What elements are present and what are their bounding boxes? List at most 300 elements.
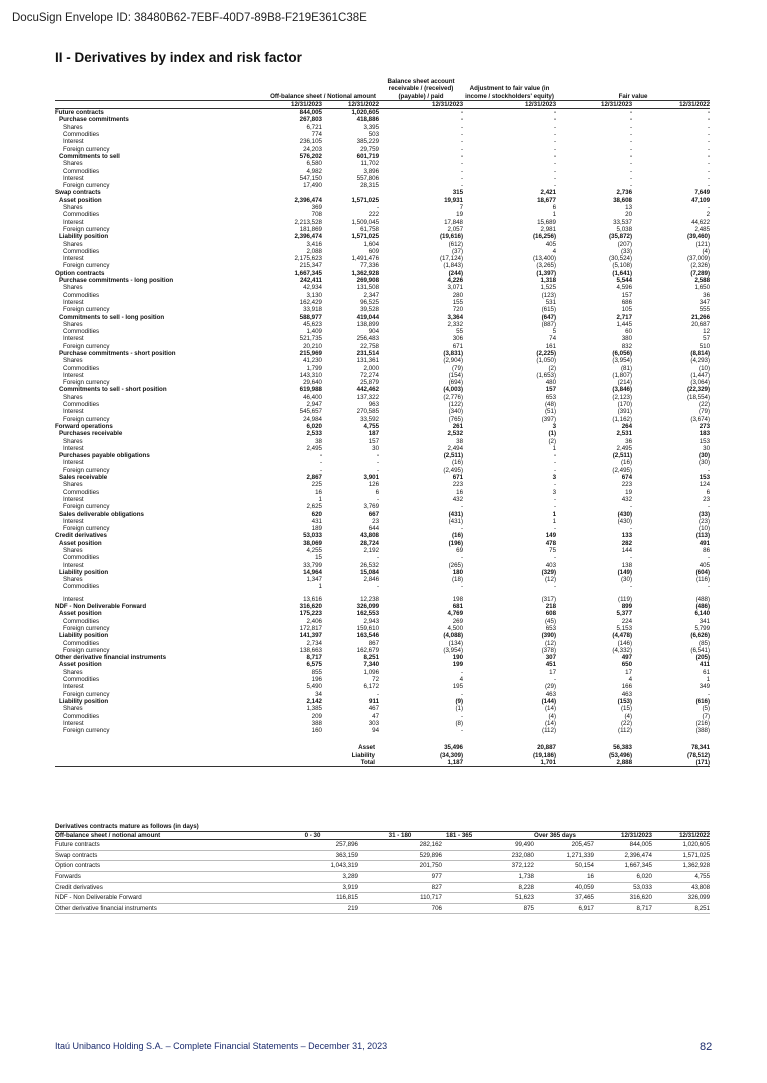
row-value: - [629, 174, 633, 182]
row-value: 161 [545, 342, 557, 350]
row-value: - [553, 109, 557, 117]
row-value: - [376, 690, 380, 698]
row-value: 14,964 [303, 568, 322, 576]
maturity-row-value: 706 [358, 903, 442, 914]
row-value: (3,954) [443, 646, 464, 654]
row-value: 2,057 [447, 225, 464, 233]
row-value: - [629, 167, 633, 175]
row-value: 15,689 [537, 218, 557, 226]
table-row [55, 540, 710, 547]
maturity-row-value: 875 [442, 903, 534, 914]
maturity-row [55, 882, 710, 893]
row-value: 282 [621, 539, 633, 547]
row-value: (16) [452, 532, 464, 540]
row-value: 432 [452, 495, 464, 503]
maturity-row-value: 257,896 [267, 840, 358, 851]
row-value: 33,592 [360, 415, 380, 423]
row-value: 609 [368, 247, 380, 255]
row-value: 8,717 [306, 654, 322, 662]
row-value: 138 [621, 561, 633, 569]
row-value: 29,759 [360, 145, 380, 153]
row-value: 149 [545, 532, 557, 540]
row-value: (12) [545, 639, 557, 647]
row-value: 4,255 [306, 547, 322, 554]
row-value: 13,616 [303, 595, 322, 603]
row-value: 442,462 [356, 386, 380, 394]
row-value: - [553, 116, 557, 124]
row-value: 222 [368, 211, 380, 219]
row-value: (149) [617, 568, 633, 576]
maturity-row-value: 8,228 [442, 882, 534, 893]
row-value: (4,478) [612, 632, 633, 640]
maturity-row-value: 3,289 [267, 871, 358, 882]
table-row [55, 153, 710, 160]
row-value: 199 [452, 661, 464, 669]
row-value: 17,848 [444, 218, 464, 226]
row-value: - [376, 452, 380, 460]
row-value: 38,069 [303, 539, 322, 547]
header-adjustment: Adjustment to fair value (in income / stockholders' equity) [465, 85, 554, 100]
row-value: (378) [541, 646, 557, 654]
row-value: - [553, 152, 557, 160]
row-value: 2,347 [363, 291, 380, 299]
row-value: 418,886 [356, 116, 380, 124]
row-value: (30,524) [608, 255, 633, 263]
row-value: 431 [311, 517, 322, 525]
row-label: Shares [63, 160, 83, 168]
row-value: 24,984 [303, 415, 322, 423]
row-value: 1 [706, 676, 711, 684]
row-label: Interest [63, 255, 84, 263]
row-label: Swap contracts [55, 189, 101, 197]
row-value: 3,071 [447, 284, 464, 292]
row-value: (7) [702, 712, 711, 720]
row-value: 2,846 [363, 576, 380, 584]
table-row [55, 647, 710, 654]
row-value: 162,679 [356, 646, 380, 654]
table-row [55, 138, 710, 145]
row-value: 2,494 [447, 444, 464, 452]
row-value: 899 [621, 603, 633, 611]
row-value: (16) [452, 459, 464, 467]
row-value: (16,256) [532, 233, 557, 241]
date-header: 12/31/2023 [267, 100, 322, 108]
row-value: (146) [617, 639, 633, 647]
table-row [55, 525, 710, 532]
row-value: (2,776) [443, 393, 464, 401]
maturity-row-value: 372,122 [442, 861, 534, 872]
maturity-row-value: 232,080 [442, 850, 534, 861]
row-value: - [553, 182, 557, 190]
row-value: 1,409 [306, 328, 322, 336]
row-value: 4 [459, 676, 464, 684]
date-header: 12/31/2023 [379, 100, 463, 108]
maturity-row-value: 50,154 [534, 861, 594, 872]
row-value: - [629, 503, 633, 511]
row-value: - [460, 182, 464, 190]
row-value: 21,266 [691, 313, 711, 321]
row-value: - [460, 160, 464, 168]
row-value: (119) [618, 595, 633, 603]
row-label: Interest [63, 595, 84, 603]
total-value: 56,383 [613, 744, 633, 752]
row-value: (18,554) [686, 393, 711, 401]
row-value: 588,977 [299, 313, 322, 321]
row-value: 44,622 [691, 218, 711, 226]
row-label: Interest [63, 517, 84, 525]
row-value: - [553, 495, 557, 503]
date-spacer [55, 100, 267, 108]
row-value: (112) [542, 727, 557, 735]
row-value: 61 [703, 668, 711, 676]
row-value: (17,124) [439, 255, 464, 263]
row-value: 105 [621, 306, 633, 314]
row-value: 231,514 [356, 349, 380, 357]
total-value: (53,496) [608, 751, 633, 759]
table-row [55, 233, 710, 240]
row-value: 911 [369, 697, 380, 705]
row-value: 547,150 [299, 174, 322, 182]
table-row [55, 698, 710, 705]
row-value: 3 [552, 488, 557, 496]
table-row [55, 343, 710, 350]
table-row [55, 204, 710, 211]
row-value: (391) [617, 408, 633, 416]
row-value: (216) [695, 719, 711, 727]
row-value: (6,626) [690, 632, 711, 640]
row-label: Commodities [63, 617, 100, 625]
row-value: 3,416 [306, 240, 322, 248]
row-value: - [553, 160, 557, 168]
row-value: 43,808 [360, 532, 380, 540]
row-label: Foreign currency [63, 225, 110, 233]
row-value: 131,508 [356, 284, 380, 292]
row-value: 2,213,528 [294, 218, 322, 226]
maturity-header: 31 - 180 [358, 831, 442, 840]
table-row [55, 314, 710, 321]
row-value: - [629, 152, 633, 160]
row-value: (81) [621, 364, 633, 372]
total-value: 1,187 [379, 759, 463, 767]
row-value: (19,616) [439, 233, 464, 241]
row-value: 18,677 [537, 196, 557, 204]
table-row [55, 379, 710, 386]
total-value: 20,887 [537, 744, 557, 752]
row-value: 5,490 [306, 683, 322, 691]
table-row [55, 168, 710, 175]
row-value: - [707, 167, 711, 175]
row-value: 510 [699, 342, 711, 350]
row-value: 671 [452, 342, 464, 350]
row-value: 189 [311, 525, 322, 533]
row-value: 133 [621, 532, 633, 540]
row-value: - [553, 123, 557, 131]
row-value: 267,803 [299, 116, 322, 124]
row-value: (2) [548, 364, 557, 372]
row-value: 686 [621, 298, 633, 306]
row-value: 315 [452, 189, 464, 197]
row-value: 855 [311, 668, 322, 676]
row-value: - [553, 503, 557, 511]
row-label: Future contracts [55, 109, 104, 117]
row-value: 2,192 [363, 547, 380, 554]
row-value: (39,460) [686, 233, 711, 241]
row-value: 2,175,623 [294, 255, 322, 263]
row-value: (7,289) [690, 269, 711, 277]
row-value: 77,336 [360, 262, 380, 270]
row-value: (431) [448, 510, 464, 518]
row-value: 38 [456, 437, 464, 445]
table-row [55, 365, 710, 372]
row-label: Interest [63, 719, 84, 727]
row-value: 2,088 [306, 247, 322, 255]
row-value: 11,702 [360, 160, 380, 168]
row-value: - [460, 152, 464, 160]
maturity-row-value: 99,490 [442, 840, 534, 851]
table-row [55, 445, 710, 452]
row-value: (2,123) [612, 393, 633, 401]
table-row [55, 292, 710, 299]
table-row [55, 416, 710, 423]
row-label: Shares [63, 357, 83, 365]
maturity-row-value: 205,457 [534, 840, 594, 851]
row-value: (144) [541, 697, 557, 705]
row-value: - [553, 466, 557, 474]
totals-spacer [55, 734, 710, 744]
row-value: 4 [552, 247, 557, 255]
table-row [55, 306, 710, 313]
maturity-header: 12/31/2023 [594, 831, 652, 840]
table-row [55, 124, 710, 131]
table-row [55, 131, 710, 138]
row-label: Forward operations [55, 422, 113, 430]
row-value: - [460, 116, 464, 124]
row-value: - [707, 123, 711, 131]
table-row [55, 438, 710, 445]
maturity-row-label: Option contracts [55, 861, 267, 872]
maturity-row-value: 529,896 [358, 850, 442, 861]
table-row [55, 160, 710, 167]
table-row [55, 262, 710, 269]
row-value: 5,799 [694, 624, 711, 632]
row-value: 162,553 [356, 610, 380, 618]
row-label: Interest [63, 495, 84, 503]
row-value: 33,537 [613, 218, 633, 226]
row-value: 159,610 [356, 624, 380, 632]
table-row [55, 219, 710, 226]
row-value: (340) [448, 408, 464, 416]
row-value: (8,814) [690, 349, 711, 357]
row-value: 138,663 [299, 646, 322, 654]
row-value: - [707, 116, 711, 124]
row-value: - [629, 160, 633, 168]
table-row [55, 401, 710, 408]
row-value: 183 [699, 430, 711, 438]
row-value: (170) [617, 401, 633, 409]
row-value: 256,483 [356, 335, 380, 343]
row-value: 26,532 [360, 561, 380, 569]
total-spacer [55, 752, 322, 759]
maturity-row-label: Credit derivatives [55, 882, 267, 893]
maturity-row-value: 116,815 [267, 893, 358, 904]
row-value: (694) [448, 379, 464, 387]
row-value: - [460, 109, 464, 117]
row-value: - [629, 554, 633, 562]
row-value: 6,575 [306, 661, 322, 669]
derivatives-body [55, 109, 710, 767]
row-label: Foreign currency [63, 525, 110, 533]
row-value: 3,896 [363, 167, 380, 175]
row-value: (329) [541, 568, 557, 576]
table-row [55, 720, 710, 727]
row-value: 22,758 [360, 342, 380, 350]
row-label: Purchase commitments [59, 116, 129, 124]
row-value: - [553, 167, 557, 175]
table-row [55, 350, 710, 357]
row-label: Foreign currency [63, 379, 110, 387]
table-row [55, 583, 710, 590]
row-value: 419,044 [356, 313, 380, 321]
row-value: (79) [699, 408, 711, 416]
row-value: (33) [699, 510, 711, 518]
maturity-row-value: 43,808 [652, 882, 710, 893]
table-row [55, 452, 710, 459]
table-row [55, 511, 710, 518]
row-value: 3 [552, 474, 557, 482]
row-value: 2,495 [616, 444, 633, 452]
table-row [55, 489, 710, 496]
total-label: Total [322, 759, 379, 767]
row-value: 576,202 [299, 152, 322, 160]
row-value: 15 [315, 554, 322, 562]
row-value: 1 [318, 495, 322, 503]
table-row [55, 467, 710, 474]
row-value: 1,799 [306, 364, 322, 372]
row-label: Sales receivable [59, 474, 108, 482]
row-label: Shares [63, 204, 83, 212]
row-value: 2,485 [694, 225, 711, 233]
row-value: (1,162) [612, 415, 633, 423]
row-value: (887) [541, 320, 557, 328]
row-value: 555 [699, 306, 711, 314]
row-value: 46,400 [303, 393, 322, 401]
row-value: 867 [368, 639, 380, 647]
row-label: Interest [63, 335, 84, 343]
maturity-row-value: 1,271,339 [534, 850, 594, 861]
row-value: 38 [315, 437, 322, 445]
maturity-row-value: 1,738 [442, 871, 534, 882]
row-value: (397) [541, 415, 557, 423]
row-value: 223 [452, 481, 464, 489]
row-label: Foreign currency [63, 415, 110, 423]
row-value: 28,315 [360, 182, 380, 190]
row-value: (13,400) [532, 255, 557, 263]
row-value: 904 [368, 328, 380, 336]
row-value: - [460, 138, 464, 146]
row-value: (2,511) [612, 452, 633, 460]
row-value: 196 [311, 676, 322, 684]
row-value: 225 [311, 481, 322, 489]
total-value: (19,186) [532, 751, 557, 759]
row-value: 608 [545, 610, 557, 618]
row-value: 491 [699, 539, 711, 547]
row-value: 557,806 [356, 174, 380, 182]
page-footer: Itaú Unibanco Holding S.A. – Complete Financial Statements – December 31, 2023 [55, 1041, 388, 1051]
row-label: Shares [63, 547, 83, 554]
row-label: Credit derivatives [55, 532, 107, 540]
row-value: 163,546 [356, 632, 380, 640]
row-value: 2,736 [616, 189, 633, 197]
row-value: (4,088) [443, 632, 464, 640]
row-value: - [319, 459, 322, 467]
row-value: 2,717 [616, 313, 633, 321]
row-label: Liability position [59, 568, 109, 576]
row-value: 1,650 [694, 284, 711, 292]
row-value: (16) [621, 459, 633, 467]
row-value: (12) [545, 576, 557, 584]
maturity-row-value: 201,750 [358, 861, 442, 872]
row-value: (121) [695, 240, 711, 248]
row-value: 25,879 [360, 379, 380, 387]
row-value: 5,377 [616, 610, 633, 618]
row-value: 6 [552, 204, 557, 212]
row-value: 326,099 [356, 603, 380, 611]
row-value: 2,532 [447, 430, 464, 438]
row-value: - [460, 525, 464, 533]
row-value: 5,038 [616, 225, 633, 233]
row-value: (45) [545, 617, 557, 625]
total-spacer [55, 744, 322, 751]
row-value: - [553, 452, 557, 460]
row-value: - [460, 167, 464, 175]
row-value: 270,585 [356, 408, 380, 416]
row-value: - [553, 459, 557, 467]
total-label: Asset [358, 744, 376, 752]
row-value: 153 [699, 474, 711, 482]
table-row [55, 713, 710, 720]
table-row [55, 676, 710, 683]
row-label: Foreign currency [63, 145, 110, 153]
table-row [55, 357, 710, 364]
row-value: 2,867 [306, 474, 322, 482]
row-label: Foreign currency [63, 306, 110, 314]
row-value: 2,495 [306, 444, 322, 452]
row-value: 411 [700, 661, 711, 669]
row-value: (79) [452, 364, 464, 372]
row-value: (134) [448, 639, 464, 647]
row-value: 463 [545, 690, 557, 698]
table-row [55, 632, 710, 639]
row-value: - [376, 554, 380, 562]
row-label: Option contracts [55, 269, 105, 277]
row-value: 1,362,928 [351, 269, 380, 277]
row-value: - [376, 495, 380, 503]
row-label: Liability position [59, 697, 109, 705]
row-label: Interest [63, 444, 84, 452]
row-value: 3,364 [447, 313, 464, 321]
table-row [55, 116, 710, 123]
table-row [55, 503, 710, 510]
table-row [55, 255, 710, 262]
maturity-row-value: 316,620 [594, 893, 652, 904]
row-value: 403 [545, 561, 557, 569]
row-value: 4,769 [447, 610, 464, 618]
row-value: 42,934 [303, 284, 322, 292]
row-value: (214) [617, 379, 633, 387]
row-value: 832 [621, 342, 633, 350]
row-label: Interest [63, 174, 84, 182]
row-value: 72,274 [360, 371, 380, 379]
